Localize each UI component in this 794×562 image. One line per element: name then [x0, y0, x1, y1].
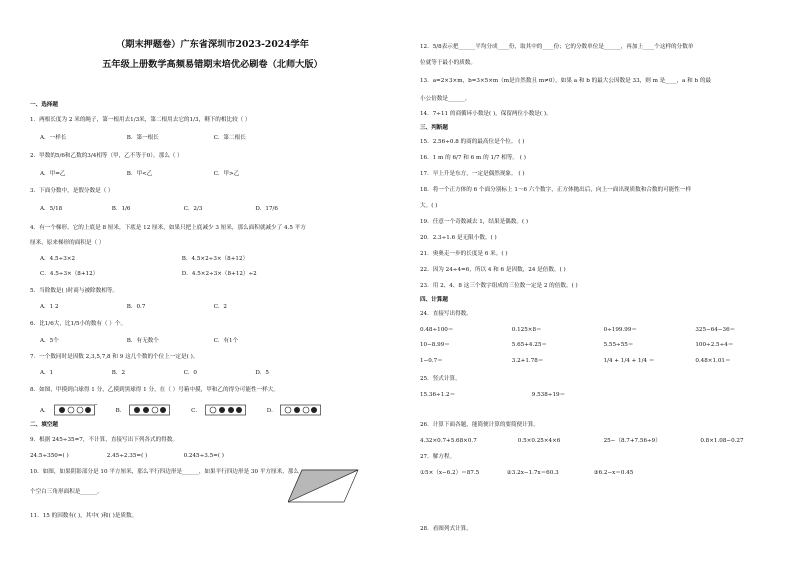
q7-options	[40, 370, 269, 376]
q27-item[interactable]: ②3.2x−1.7x＝60.3	[506, 470, 559, 476]
section-fill: 二、填空题	[30, 422, 58, 428]
q24-item[interactable]: 1−0.7＝	[420, 358, 443, 364]
q3-option-b[interactable]: B．1/6	[111, 206, 131, 212]
q3-options	[40, 206, 278, 212]
exam-title-line1: （期末押题卷）广东省深圳市2023-2024学年	[116, 39, 309, 50]
q8-option-c[interactable]: C．	[191, 407, 201, 414]
q25-item-a[interactable]: 15.36÷1.2＝	[420, 392, 456, 398]
q3-text: 3．下面分数中，是假分数是（ ）	[30, 188, 114, 194]
q24-item[interactable]: 0.48×1.01＝	[695, 358, 731, 364]
q10-parallelogram-figure	[288, 466, 360, 506]
q4-text-line1: 4．有一个梯形，它的上底是 8 厘米，下底是 12 厘米，如果只把上底减少 3 厘米，那么面积就减少了 4.5 平方	[30, 225, 306, 231]
q19-text: 19．任意一个奇数减去 1，结果是偶数。( )	[420, 219, 529, 225]
q4-option-c[interactable]: C．4.5÷3×（8+12）	[40, 271, 99, 277]
q16-text: 16．1 m 的 6/7 和 6 m 的 1/7 相等。 ( )	[420, 155, 526, 161]
q8-box-a-figure	[54, 404, 114, 416]
q10-text-line1: 10．如图，如果阴影部分是 10 平方厘米，那么平行四边形是______，如果平行四边形是 30 平方厘米，那么	[30, 469, 299, 475]
q6-option-a[interactable]: A．5个	[40, 338, 59, 344]
q27-item[interactable]: ③6.2−x＝0.45	[593, 470, 634, 476]
q12-text-line2: 位就等于最小的质数。	[420, 60, 476, 66]
q24-text: 24．直接写出得数。	[420, 311, 472, 317]
q9-items	[30, 453, 224, 459]
q11-text: 11．15 的因数有( )，其中( )和( )是质数。	[30, 513, 138, 519]
q9-item-b[interactable]: 2.45÷2.35=( )	[106, 453, 148, 459]
q26-item[interactable]: 25−（8.7+7.56÷9）	[603, 438, 661, 444]
q24-item[interactable]: 10−8.99＝	[420, 342, 450, 348]
q7-option-b[interactable]: B．2	[111, 370, 126, 376]
q3-option-c[interactable]: C．2/3	[183, 206, 203, 212]
q9-item-a[interactable]: 24.5÷350=( )	[30, 453, 69, 459]
q17-text: 17．早上升是东方，一定是偶然现象。 ( )	[420, 171, 525, 177]
q8-options	[40, 404, 330, 416]
q27-item[interactable]: ①5×（x−6.2）＝87.5	[420, 470, 480, 476]
q26-text: 26．计算下面各题，能简便计算的要简便计算。	[420, 422, 539, 428]
q26-item[interactable]: 0.8×1.08−0.27	[700, 438, 744, 444]
q5-option-a[interactable]: A．1 2	[40, 304, 59, 310]
q7-option-a[interactable]: A．1	[40, 370, 54, 376]
q24-item[interactable]: 5.55÷55＝	[603, 342, 634, 348]
q12-text-line1: 12．5/8表示把______平均分成____份，取其中的____份；它的分数单位是______，再加上____个这样的分数单	[420, 44, 694, 50]
q24-row2	[420, 342, 733, 348]
q4-option-a[interactable]: A．4.5÷3×2	[40, 256, 76, 262]
q1-text: 1．两根长度为 2 米的绳子，第一根用去1/3米，第二根用去它的1/3，剩下的相比较（ ）	[30, 117, 251, 123]
q3-option-d[interactable]: D．17/6	[255, 206, 278, 212]
q5-option-c[interactable]: C．2	[213, 304, 227, 310]
q13-text-line1: 13．a=2×3×m，b=3×5×m（m是自然数且 m≠0），如果 a 和 b 的最大公因数是 33，则 m 是____，a 和 b 的最	[420, 78, 712, 84]
q4-options-row1	[40, 256, 248, 262]
q23-text: 23．用 2、4、8 这三个数字组成的三位数一定是 2 的倍数。( )	[420, 283, 578, 289]
q2-option-b[interactable]: B．甲<乙	[126, 171, 153, 177]
q2-option-a[interactable]: A．甲=乙	[40, 171, 66, 177]
q9-item-c[interactable]: 0.245÷3.5=( )	[183, 453, 224, 459]
exam-title-line2: 五年级上册数学高频易错期末培优必刷卷（北师大版）	[102, 59, 323, 70]
q6-option-b[interactable]: B．有无数个	[126, 338, 159, 344]
q8-text: 8．如图，甲摸到白球得 1 分，乙摸到黑球得 1 分，在（ ）号箱中摸，甲和乙的得分可能性一样大。	[30, 387, 279, 393]
q8-option-b[interactable]: B．	[115, 407, 126, 414]
q10-text-line2: 个空白三角形面积是______。	[30, 489, 103, 495]
q6-option-c[interactable]: C．有1个	[213, 338, 239, 344]
q20-text: 20．2.3÷1.6 是无限小数。( )	[420, 235, 497, 241]
q18-text-line1: 18．将一个正方体的 6 个面分别标上 1～6 六个数字，正方体抛出后，向上一面出现质数和合数的可能性一样	[420, 187, 692, 193]
q8-option-a[interactable]: A．	[40, 407, 50, 414]
q26-items	[420, 438, 744, 444]
q15-text: 15．2.56÷0.8 的商的最高位是个位。 ( )	[420, 139, 525, 145]
q1-option-b[interactable]: B．第一根长	[126, 135, 159, 141]
q2-option-c[interactable]: C．甲>乙	[213, 171, 240, 177]
q2-options	[40, 171, 239, 177]
q25-items	[420, 392, 565, 398]
q27-text: 27．解方程。	[420, 454, 456, 460]
q4-text-line2: 厘米，原来梯形的面积是（ ）	[30, 240, 105, 246]
q5-options	[40, 304, 227, 310]
q4-option-b[interactable]: B．4.5×2÷3×（8+12）	[181, 256, 249, 262]
q8-box-c-figure	[205, 404, 265, 416]
section-judge: 三、判断题	[420, 125, 448, 131]
q25-item-b[interactable]: 9.538÷19＝	[531, 392, 566, 398]
q24-item[interactable]: 3.2+1.78＝	[511, 358, 544, 364]
q24-row1	[420, 327, 735, 333]
q7-text: 7．一个数同时是因数 2,3,5,7,8 和 9 这几个数的个位上一定是( )。	[30, 354, 199, 360]
q6-text: 6．比1/6大，比1/5小的数有（ ）个。	[30, 321, 127, 327]
section-choice: 一、选择题	[30, 102, 58, 108]
q27-items	[420, 470, 633, 476]
q9-text: 9．根据 245÷35=7，不计算，直接写出下列各式的得数。	[30, 437, 178, 443]
q26-item[interactable]: 4.32×0.7+5.68×0.7	[420, 438, 477, 444]
q3-option-a[interactable]: A．5/18	[40, 206, 63, 212]
q24-item[interactable]: 5.65+4.25＝	[511, 342, 547, 348]
q24-row3	[420, 358, 731, 364]
q24-item[interactable]: 1/4 + 1/4 + 1/4 ＝	[603, 358, 655, 364]
q24-item[interactable]: 100÷2.5÷4＝	[695, 342, 734, 348]
q8-option-d[interactable]: D．	[266, 407, 277, 414]
q2-text: 2．甲数的5/6和乙数的3/4相等（甲，乙不等于0），那么（ ）	[30, 153, 183, 159]
q24-item[interactable]: 0.48÷100＝	[420, 327, 454, 333]
q22-text: 22．因为 24÷4=6，所以 4 和 6 是因数，24 是倍数。( )	[420, 267, 566, 273]
q8-box-b-figure	[129, 404, 189, 416]
q4-options-row2	[40, 271, 257, 277]
q28-text: 28．看图列式计算。	[420, 526, 472, 532]
q25-text: 25．竖式计算。	[420, 376, 461, 382]
q1-options	[40, 135, 246, 141]
q6-options	[40, 338, 238, 344]
q1-option-a[interactable]: A．一样长	[40, 135, 67, 141]
q1-option-c[interactable]: C．第二根长	[213, 135, 246, 141]
q5-text: 5．当除数是( )时商与被除数相等。	[30, 288, 119, 294]
q4-option-d[interactable]: D．4.5×2÷3×（8+12）÷2	[181, 271, 257, 277]
q18-text-line2: 大。( )	[420, 203, 438, 209]
q5-option-b[interactable]: B．0.7	[126, 304, 146, 310]
q8-box-d-figure	[280, 404, 330, 416]
section-calc: 四、计算题	[420, 297, 448, 303]
q13-text-line2: 小公倍数是______。	[420, 96, 471, 102]
q14-text: 14．7÷11 的商循环小数是( )，保留两位小数是( )。	[420, 111, 552, 117]
q7-option-c[interactable]: C．0	[183, 370, 197, 376]
q24-item[interactable]: 0÷199.99＝	[603, 327, 637, 333]
q21-text: 21．奥奥走一步的长度是 6 米。( )	[420, 251, 508, 257]
q7-option-d[interactable]: D．5	[255, 370, 269, 376]
q24-item[interactable]: 0.125×8＝	[511, 327, 542, 333]
q24-item[interactable]: 325−64−36＝	[695, 327, 736, 333]
q26-item[interactable]: 0.5×0.25×4×6	[517, 438, 561, 444]
